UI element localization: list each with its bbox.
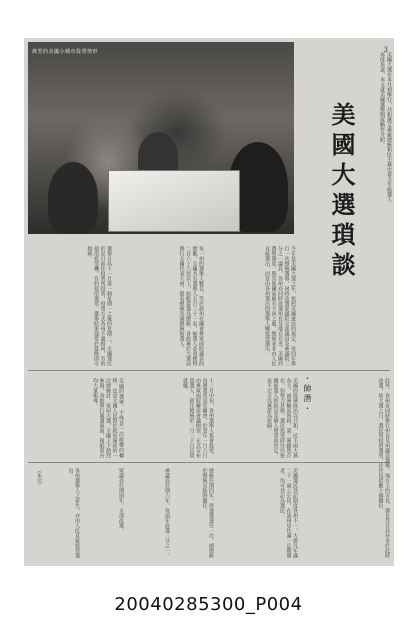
article-column: 今年是美國大選之年，依照美國憲法的規定，每四年舉行一次總統選舉，同時改選眾議院全部議員及參議院三分之一議員，各州亦同時改選州長及地方官吏。美國的選舉制度，與其他國家頗有不同之處，總統並非由人民直接選出，而是由各州選出的選舉人團投票選出。 [264, 246, 296, 366]
intro-note: 美國大選在本月初舉行，共和黨艾森豪總統和民主黨史蒂文生候選人再度角逐，本文就美國選舉制度略作介紹。 [379, 52, 392, 202]
article-column: 此外，各州並同時舉行州長及州議員選舉，地方上的市長、郡長等官員亦多於此時改選，故大選之日，選民所投的選票，往往包括數十個職位。 [377, 378, 390, 558]
ballot-box [108, 170, 240, 232]
article-column: 各州選舉人之產生，亦由人民直接投票選出。 [67, 468, 80, 558]
photo-caption: 典型的美國小城市投票情形 [32, 49, 99, 55]
article-title: 美國大選瑣談 [327, 102, 356, 282]
article-column: （未完） [36, 468, 42, 488]
article-column: 參議員任期六年，每兩年改選三分之一。 [164, 468, 170, 558]
article-column: 十二月中旬，各州選舉人集會投票，再將選票送至國會，於翌年一月六日由參眾兩院聯席會議開票，正式宣布當選人。新任總統於一月二十日宣誓就職。 [182, 378, 214, 458]
article-column: 美國選民登記制度各州不一，大致凡年滿二十一歲之公民，在該州居住滿一定期間者，均可登記為選民。 [279, 468, 298, 558]
voting-photo [28, 42, 294, 234]
column-divider [28, 370, 390, 371]
author-byline: ・帥潛・ [303, 374, 312, 414]
article-column: 總統任期四年，得連選連任一次。副總統於總統出缺時繼任。 [201, 468, 214, 558]
document-page [24, 38, 394, 566]
article-column: 每一州的選舉人數目，等於該州在國會參眾兩院議員的總數。全國共有選舉人五百三十一名，候選人必須獲得二百六十六票以上，始能當選為總統。各政黨於大選前舉行全國代表大會，提名總統及副總統候選人。 [178, 246, 204, 366]
voter-figure [48, 162, 98, 234]
page-number: 3 [383, 46, 388, 54]
article-column: 美國的政黨政治以共和、民主兩大黨為主，兩黨輪流執政，第三黨雖然存在，但勢力甚微。選民投票時往往依據候選人的政見及個人聲望而決定，並不完全以黨派為依歸。 [266, 378, 298, 458]
archive-id: 20040285300_P004 [114, 594, 303, 615]
article-column: 選舉日為十一月第一個星期一之後的星期二，全國選民於是日前往投票所投票，投票方式各州不盡相同，有的使用投票機，有的使用選票。選舉結果通常於當晚即可揭曉。 [86, 246, 112, 366]
article-column: 美國的選舉，不僅是一次政權的轉移，也是全國人民對於政府施政的一次總檢討。每屆大選，全國上下熱烈參與，各地舉行競選演說，報紙電台均大量報導。 [92, 378, 124, 458]
article-column: 眾議員任期兩年，全部改選。 [118, 468, 124, 533]
